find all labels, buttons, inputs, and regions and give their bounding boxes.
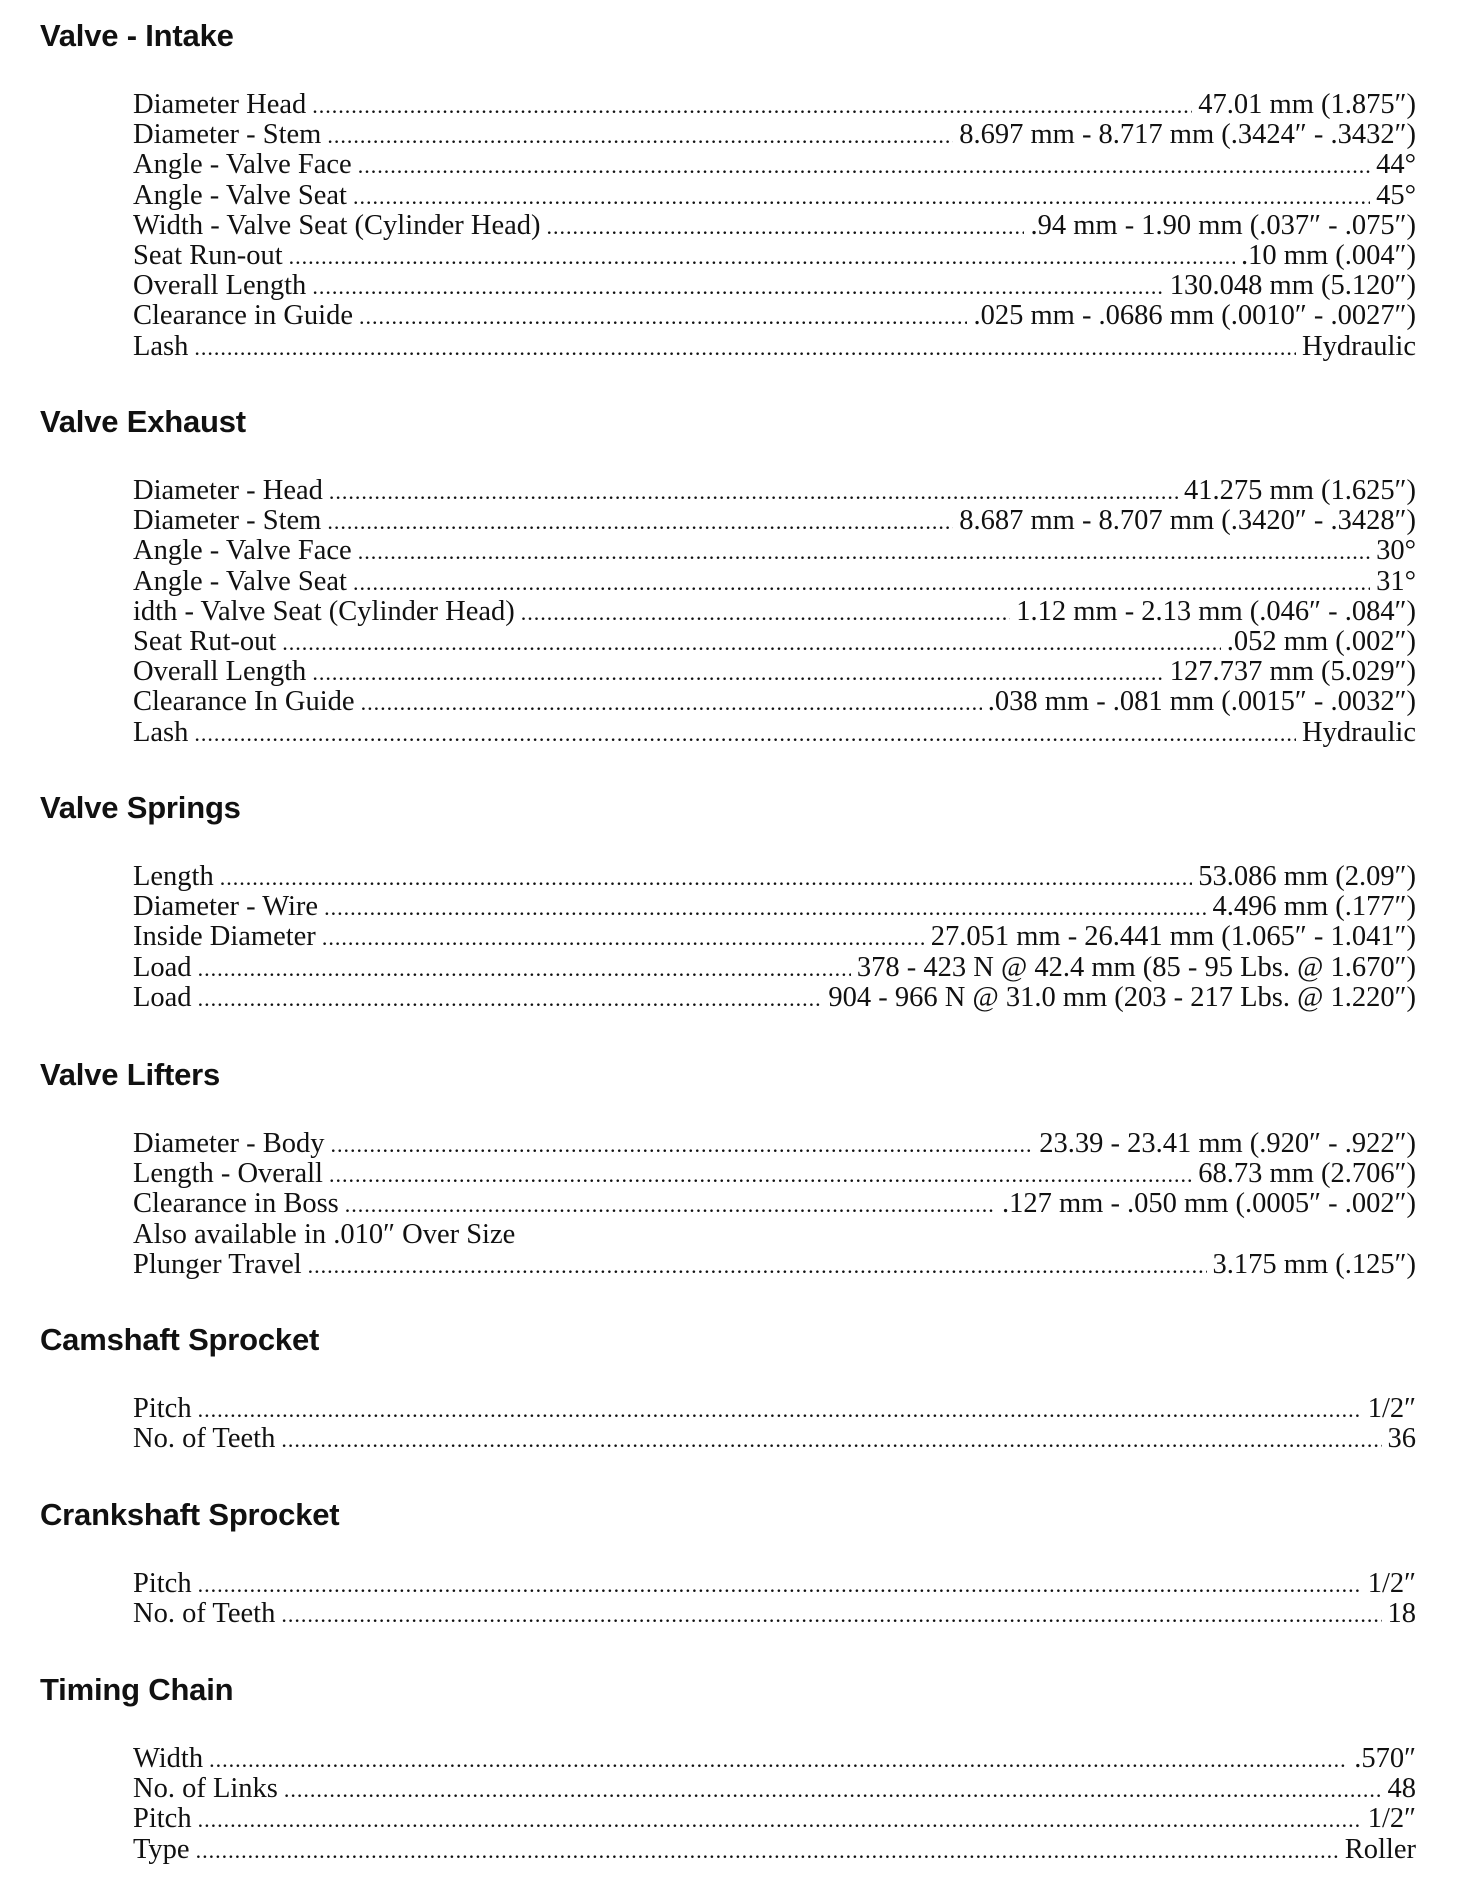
spec-label: No. of Teeth [133,1599,276,1630]
dot-leader [329,477,1178,506]
spec-label: Width [133,1744,204,1774]
dot-leader [194,719,1296,748]
spec-row [133,687,1416,717]
spec-row [133,657,1416,687]
spec-row [133,1599,1416,1629]
dot-leader [331,1130,1034,1159]
dot-leader [194,333,1296,362]
spec-value: 904 - 966 N @ 31.0 mm (203 - 217 Lbs. @ 1.220″) [828,982,1416,1013]
dot-leader [308,1251,1207,1280]
dot-leader [289,242,1235,271]
dot-leader [358,537,1370,566]
spec-row [133,271,1416,301]
spec-row [133,1744,1416,1774]
spec-label: Pitch [133,1804,192,1835]
dot-leader [327,121,953,150]
spec-label: Angle - Valve Face [133,150,352,181]
spec-row-note [133,1220,1416,1250]
spec-list [133,90,1416,362]
spec-label: Diameter - Stem [133,506,322,537]
dot-leader [312,272,1163,301]
spec-value: 53.086 mm (2.09″) [1198,862,1416,892]
spec-label: Pitch [133,1569,192,1599]
spec-value: 47.01 mm (1.875″) [1198,90,1416,120]
spec-label: Pitch [133,1394,192,1424]
spec-label: Overall Length [133,271,307,302]
spec-value: .10 mm (.004″) [1241,240,1416,271]
spec-label: Type [133,1834,190,1865]
dot-leader [198,984,823,1013]
spec-row [133,1835,1416,1865]
spec-value: Hydraulic [1302,331,1416,362]
dot-leader [220,863,1193,892]
spec-row [133,1159,1416,1189]
dot-leader [345,1190,996,1219]
spec-value: .127 mm - .050 mm (.0005″ - .002″) [1001,1189,1416,1220]
spec-value: 30° [1376,536,1416,567]
spec-value: 130.048 mm (5.120″) [1169,271,1416,302]
spec-row [133,211,1416,241]
spec-row [133,1189,1416,1219]
spec-value: 4.496 mm (.177″) [1212,892,1416,923]
spec-row [133,332,1416,362]
spec-label: idth - Valve Seat (Cylinder Head) [133,596,515,627]
spec-row [133,892,1416,922]
section-title: Camshaft Sprocket [40,1322,320,1357]
spec-row [133,1129,1416,1159]
spec-row [133,120,1416,150]
spec-row [133,506,1416,536]
spec-value: 1.12 mm - 2.13 mm (.046″ - .084″) [1016,596,1416,627]
spec-label: Diameter - Wire [133,892,319,923]
dot-leader [284,1775,1382,1804]
dot-leader [324,893,1206,922]
spec-label: Inside Diameter [133,922,316,953]
spec-label: Angle - Valve Seat [133,180,347,211]
section-title: Valve - Intake [40,18,234,53]
spec-note: Also available in .010″ Over Size [133,1219,516,1250]
spec-value: 44° [1376,150,1416,181]
spec-label: Plunger Travel [133,1249,302,1280]
spec-label: Width - Valve Seat (Cylinder Head) [133,210,541,241]
spec-value: 68.73 mm (2.706″) [1198,1159,1416,1190]
section-title: Valve Springs [40,790,241,825]
spec-label: Seat Run-out [133,240,283,271]
dot-leader [322,923,925,952]
spec-label: Load [133,952,192,983]
spec-row [133,983,1416,1013]
spec-value: 23.39 - 23.41 mm (.920″ - .922″) [1039,1129,1416,1159]
spec-value: 18 [1387,1599,1416,1630]
spec-value: .025 mm - .0686 mm (.0010″ - .0027″) [973,301,1416,332]
spec-value: Hydraulic [1302,717,1416,748]
dot-leader [281,1600,1381,1629]
spec-row [133,953,1416,983]
dot-leader [358,151,1370,180]
spec-list [133,476,1416,748]
spec-row [133,90,1416,120]
spec-row [133,476,1416,506]
spec-value: 27.051 mm - 26.441 mm (1.065″ - 1.041″) [930,922,1416,953]
spec-row [133,536,1416,566]
spec-label: No. of Links [133,1774,278,1805]
dot-leader [196,1836,1339,1865]
dot-leader [353,182,1370,211]
spec-label: No. of Teeth [133,1424,276,1455]
spec-label: Lash [133,331,189,362]
dot-leader [521,598,1010,627]
spec-label: Lash [133,717,189,748]
spec-value: 378 - 423 N @ 42.4 mm (85 - 95 Lbs. @ 1.670″) [856,952,1416,983]
dot-leader [312,91,1192,120]
spec-row [133,718,1416,748]
spec-row [133,627,1416,657]
spec-label: Load [133,982,192,1013]
spec-value: 36 [1387,1424,1416,1455]
dot-leader [281,1425,1381,1454]
spec-label: Diameter - Body [133,1129,325,1159]
spec-value: Roller [1344,1834,1416,1865]
section-title: Timing Chain [40,1672,234,1707]
spec-row [133,567,1416,597]
dot-leader [361,688,982,717]
spec-row [133,597,1416,627]
spec-value: 3.175 mm (.125″) [1212,1249,1416,1280]
dot-leader [353,568,1370,597]
spec-row [133,150,1416,180]
spec-value: 45° [1376,180,1416,211]
dot-leader [329,1160,1192,1189]
dot-leader [312,658,1163,687]
spec-label: Overall Length [133,657,307,688]
spec-value: 41.275 mm (1.625″) [1184,476,1416,506]
spec-value: 1/2″ [1367,1394,1416,1424]
dot-leader [198,1395,1362,1424]
spec-value: .052 mm (.002″) [1226,626,1416,657]
spec-label: Diameter Head [133,90,307,120]
dot-leader [209,1745,1348,1774]
spec-row [133,1394,1416,1424]
spec-label: Clearance In Guide [133,687,355,718]
spec-value: 31° [1376,566,1416,597]
spec-label: Diameter - Stem [133,120,322,151]
spec-row [133,1774,1416,1804]
spec-value: 1/2″ [1367,1569,1416,1599]
dot-leader [198,1570,1362,1599]
spec-row [133,1804,1416,1834]
spec-row [133,862,1416,892]
spec-list [133,1569,1416,1629]
spec-label: Clearance in Guide [133,301,353,332]
spec-row [133,181,1416,211]
spec-row [133,1424,1416,1454]
section-title: Valve Lifters [40,1057,221,1092]
spec-value: 8.697 mm - 8.717 mm (.3424″ - .3432″) [959,120,1416,151]
section-title: Valve Exhaust [40,404,246,439]
spec-value: .038 mm - .081 mm (.0015″ - .0032″) [987,687,1416,718]
spec-label: Angle - Valve Seat [133,566,347,597]
spec-row [133,922,1416,952]
spec-list [133,1129,1416,1280]
spec-value: 1/2″ [1367,1804,1416,1835]
dot-leader [198,954,851,983]
spec-list [133,862,1416,1013]
spec-row [133,301,1416,331]
spec-row [133,241,1416,271]
spec-value: 8.687 mm - 8.707 mm (.3420″ - .3428″) [959,506,1416,537]
spec-list [133,1744,1416,1865]
spec-value: .570″ [1354,1744,1416,1774]
dot-leader [282,628,1221,657]
spec-row [133,1250,1416,1280]
spec-label: Seat Rut-out [133,626,277,657]
spec-list [133,1394,1416,1454]
dot-leader [327,507,953,536]
spec-value: 127.737 mm (5.029″) [1169,657,1416,688]
spec-label: Diameter - Head [133,476,323,506]
spec-label: Angle - Valve Face [133,536,352,567]
spec-label: Length [133,862,214,892]
spec-value: 48 [1387,1774,1416,1805]
spec-label: Length - Overall [133,1159,323,1190]
spec-value: .94 mm - 1.90 mm (.037″ - .075″) [1030,210,1416,241]
dot-leader [547,212,1025,241]
dot-leader [198,1805,1362,1834]
spec-label: Clearance in Boss [133,1189,339,1220]
section-title: Crankshaft Sprocket [40,1497,340,1532]
spec-row [133,1569,1416,1599]
dot-leader [359,302,968,331]
